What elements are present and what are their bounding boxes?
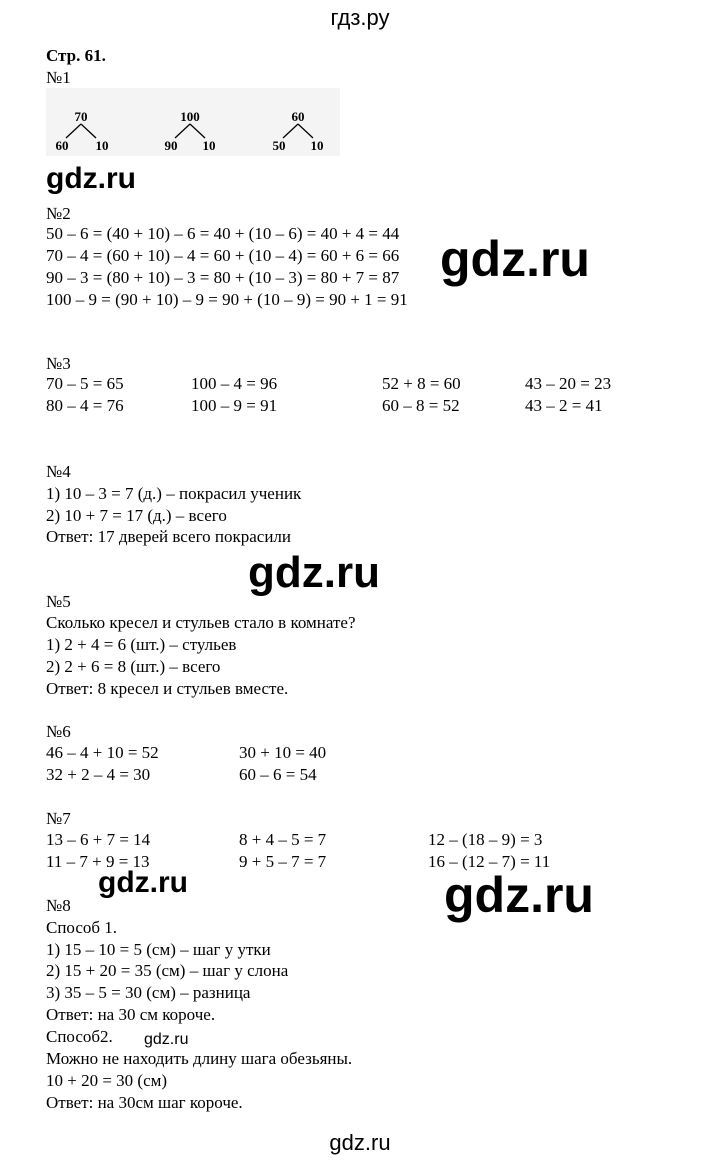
- tree-2-left-branch: [175, 124, 190, 138]
- task-3-cell: 43 – 20 = 23: [525, 374, 612, 393]
- watermark: gdz.ru: [444, 867, 594, 923]
- task-3-cell: 60 – 8 = 52: [382, 396, 460, 415]
- number-trees-svg: [46, 88, 340, 156]
- tree-3: [273, 109, 324, 153]
- task-3-number: №3: [46, 354, 71, 373]
- task-6-cell: 46 – 4 + 10 = 52: [46, 743, 159, 762]
- task-4-line: 2) 10 + 7 = 17 (д.) – всего: [46, 506, 227, 525]
- task-5-number: №5: [46, 592, 71, 611]
- task-1-number: №1: [46, 68, 71, 87]
- task-3-cell: 70 – 5 = 65: [46, 374, 124, 393]
- tree-3-left-branch: [283, 124, 298, 138]
- watermark: gdz.ru: [440, 231, 590, 287]
- task-7-number: №7: [46, 809, 71, 828]
- task-3-cell: 80 – 4 = 76: [46, 396, 124, 415]
- task-6-cell: 30 + 10 = 40: [239, 743, 327, 762]
- task-8-number: №8: [46, 896, 71, 915]
- task-4-line: Ответ: 17 дверей всего покрасили: [46, 527, 291, 546]
- task-8-line: Способ2.: [46, 1027, 113, 1046]
- task-7-cell: 12 – (18 – 9) = 3: [428, 830, 543, 849]
- task-5-line: 1) 2 + 4 = 6 (шт.) – стульев: [46, 635, 237, 654]
- task-4-line: 1) 10 – 3 = 7 (д.) – покрасил ученик: [46, 484, 302, 503]
- task-3-cell: 100 – 4 = 96: [191, 374, 278, 393]
- tree-1-left-branch: [66, 124, 81, 138]
- task-2-line: 90 – 3 = (80 + 10) – 3 = 80 + (10 – 3) = 80 + 7 = 87: [46, 268, 400, 287]
- tree-3-right: 10: [310, 138, 324, 153]
- watermark: gdz.ru: [144, 1031, 189, 1048]
- tree-2: [165, 109, 216, 153]
- tree-1-top: 70: [74, 109, 88, 124]
- task-8-line: Ответ: на 30 см короче.: [46, 1005, 216, 1024]
- task-7-cell: 16 – (12 – 7) = 11: [428, 852, 551, 871]
- task-6-cell: 60 – 6 = 54: [239, 765, 317, 784]
- tree-1: [56, 109, 109, 153]
- task-2-number: №2: [46, 204, 71, 223]
- task-6-number: №6: [46, 722, 71, 741]
- task-2-line: 70 – 4 = (60 + 10) – 4 = 60 + (10 – 4) = 60 + 6 = 66: [46, 246, 400, 265]
- task-7-cell: 8 + 4 – 5 = 7: [239, 830, 327, 849]
- task-4-number: №4: [46, 462, 71, 481]
- task-8-line: Можно не находить длину шага обезьяны.: [46, 1049, 353, 1068]
- task-8-line: 2) 15 + 20 = 35 (см) – шаг у слона: [46, 961, 289, 980]
- site-footer: gdz.ru: [329, 1130, 391, 1155]
- tree-2-right-branch: [190, 124, 205, 138]
- task-7-cell: 9 + 5 – 7 = 7: [239, 852, 327, 871]
- tree-1-right-branch: [81, 124, 96, 138]
- task-5-line: 2) 2 + 6 = 8 (шт.) – всего: [46, 657, 221, 676]
- watermark: gdz.ru: [248, 548, 380, 597]
- task-3-cell: 43 – 2 = 41: [525, 396, 603, 415]
- task-3-cell: 100 – 9 = 91: [191, 396, 278, 415]
- number-trees: [46, 88, 340, 156]
- tree-3-top: 60: [291, 109, 305, 124]
- task-6-cell: 32 + 2 – 4 = 30: [46, 765, 151, 784]
- task-8-line: 3) 35 – 5 = 30 (см) – разница: [46, 983, 251, 1002]
- tree-2-left: 90: [164, 138, 178, 153]
- watermark: gdz.ru: [46, 162, 136, 195]
- task-5-line: Сколько кресел и стульев стало в комнате?: [46, 613, 356, 632]
- task-8-line: Ответ: на 30см шаг короче.: [46, 1093, 243, 1112]
- task-8-line: Способ 1.: [46, 918, 118, 937]
- tree-2-top: 100: [180, 109, 200, 124]
- tree-1-right: 10: [95, 138, 109, 153]
- task-2-line: 50 – 6 = (40 + 10) – 6 = 40 + (10 – 6) = 40 + 4 = 44: [46, 224, 400, 243]
- page-title: Стр. 61.: [46, 46, 106, 65]
- task-3-cell: 52 + 8 = 60: [382, 374, 461, 393]
- tree-1-left: 60: [55, 138, 69, 153]
- task-7-cell: 11 – 7 + 9 = 13: [46, 852, 150, 871]
- site-header: гдз.ру: [330, 5, 390, 30]
- task-8-line: 10 + 20 = 30 (см): [46, 1071, 168, 1090]
- watermark: gdz.ru: [98, 866, 188, 899]
- tree-2-right: 10: [202, 138, 216, 153]
- task-7-cell: 13 – 6 + 7 = 14: [46, 830, 151, 849]
- tree-3-right-branch: [298, 124, 313, 138]
- task-5-line: Ответ: 8 кресел и стульев вместе.: [46, 679, 289, 698]
- task-8-line: 1) 15 – 10 = 5 (см) – шаг у утки: [46, 940, 271, 959]
- task-2-line: 100 – 9 = (90 + 10) – 9 = 90 + (10 – 9) = 90 + 1 = 91: [46, 290, 408, 309]
- tree-3-left: 50: [272, 138, 286, 153]
